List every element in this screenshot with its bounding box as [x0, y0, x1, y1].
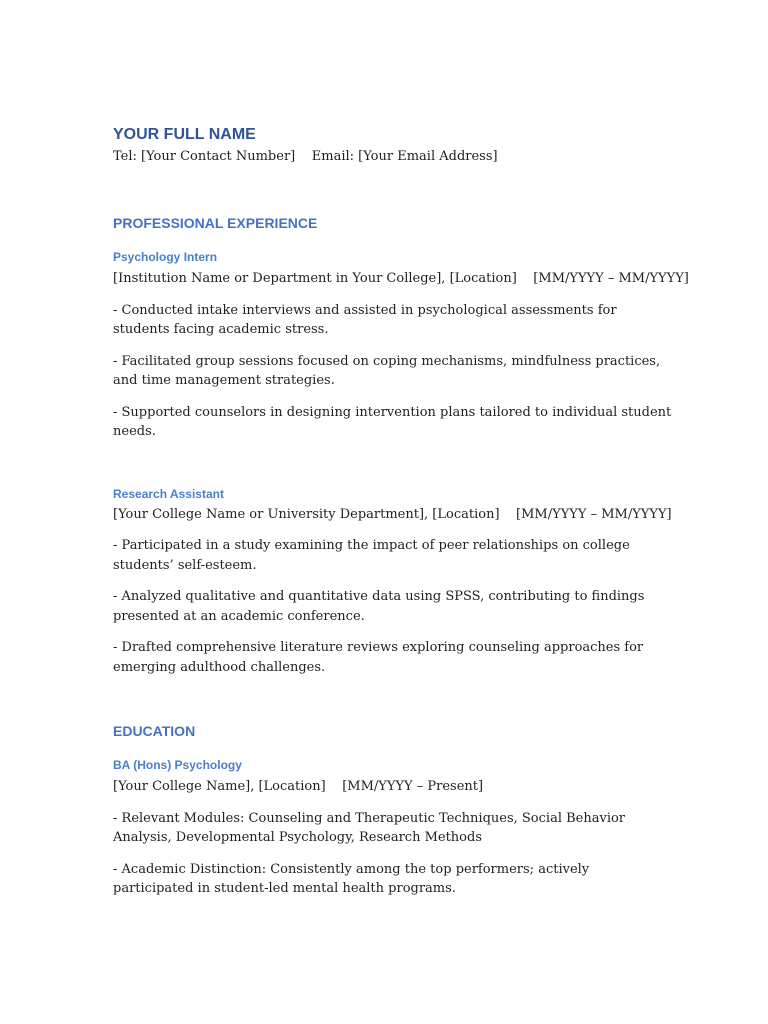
experience-heading: PROFESSIONAL EXPERIENCE: [113, 215, 318, 231]
job-bullet: - Conducted intake interviews and assisted in psychological assessments for students facing academic stress.: [113, 302, 617, 337]
job-title-research-assistant: Research Assistant: [113, 486, 224, 501]
job-meta-psychology-intern: [Institution Name or Department in Your College], [Location] [MM/YYYY – MM/YYYY]: [113, 271, 689, 286]
full-name: YOUR FULL NAME: [113, 126, 256, 143]
job-bullet: - Supported counselors in designing intervention plans tailored to individual student needs.: [113, 404, 672, 439]
education-heading: EDUCATION: [113, 723, 196, 739]
job-bullet: - Facilitated group sessions focused on coping mechanisms, mindfulness practices, and time management strategies.: [113, 353, 661, 388]
job-bullet: - Participated in a study examining the impact of peer relationships on college students’ self-esteem.: [113, 538, 630, 573]
degree-meta: [Your College Name], [Location] [MM/YYYY – Present]: [113, 779, 484, 794]
job-title-psychology-intern: Psychology Intern: [113, 250, 218, 264]
education-bullet: - Relevant Modules: Counseling and Therapeutic Techniques, Social Behavior Analysis, Developmental Psychology, Research Methods: [113, 810, 626, 845]
contact-line: Tel: [Your Contact Number] Email: [Your Email Address]: [113, 149, 498, 164]
job-meta-research-assistant: [Your College Name or University Department], [Location] [MM/YYYY – MM/YYYY]: [113, 506, 672, 522]
degree-title: BA (Hons) Psychology: [113, 758, 242, 772]
job-bullet: - Analyzed qualitative and quantitative data using SPSS, contributing to findings presented at an academic conference.: [113, 589, 645, 624]
job-bullet: - Drafted comprehensive literature reviews exploring counseling approaches for emerging adulthood challenges.: [113, 640, 644, 675]
education-bullet: - Academic Distinction: Consistently among the top performers; actively participated in student-led mental health programs.: [113, 861, 590, 896]
resume-page: [113, 124, 689, 899]
